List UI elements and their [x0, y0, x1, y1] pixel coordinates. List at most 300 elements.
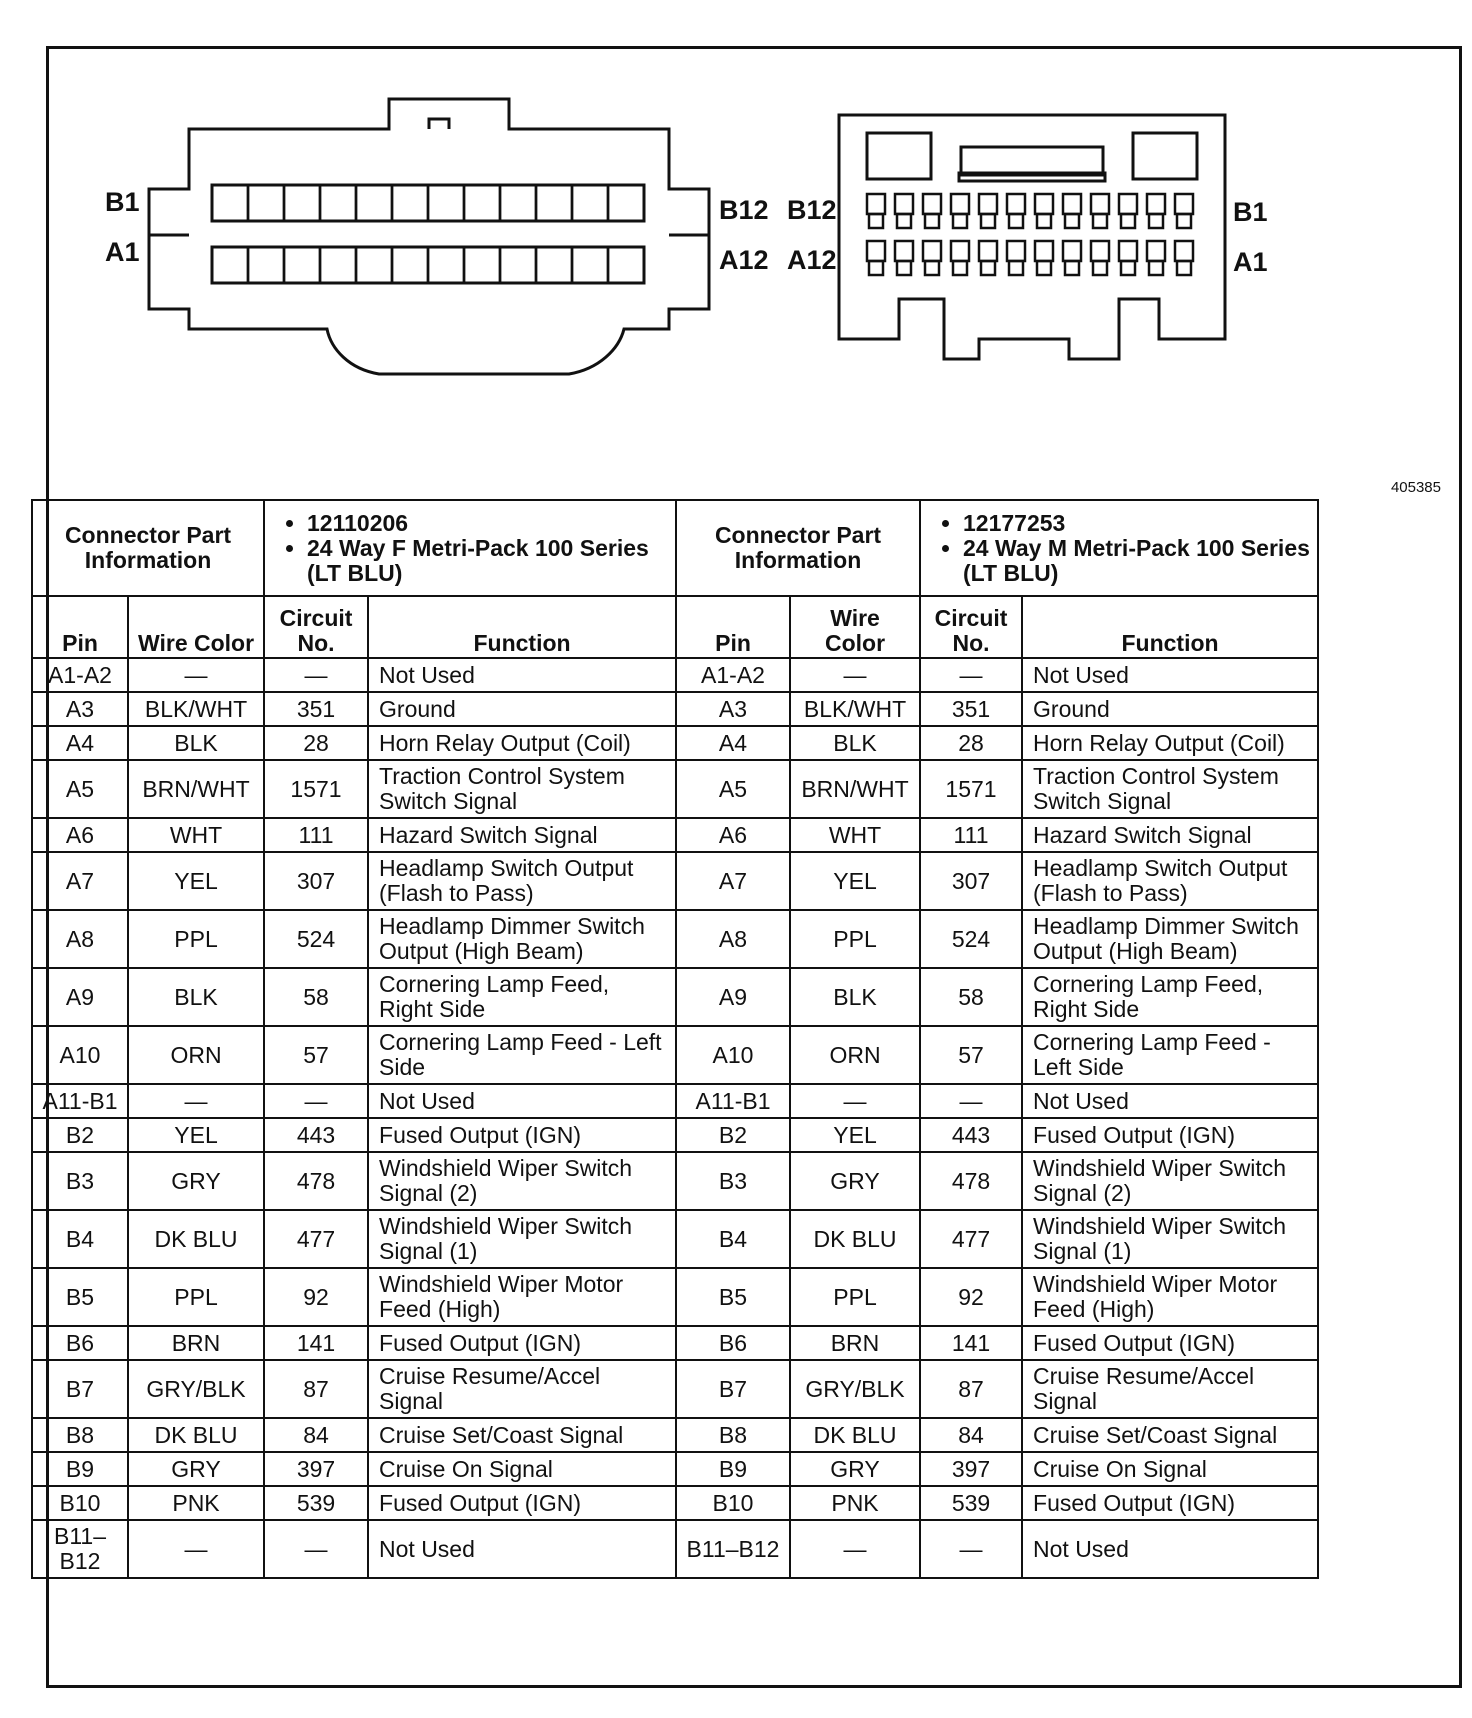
- table-row: [32, 1026, 676, 1084]
- function-cell: Cruise On Signal: [368, 1452, 676, 1486]
- wire-color-cell: BRN: [128, 1326, 264, 1360]
- pin-terminal: [1175, 241, 1193, 261]
- col-header-circuit: Circuit No.: [264, 596, 368, 658]
- pin-terminal: [1063, 194, 1081, 214]
- cavity: [572, 247, 608, 283]
- function-cell: Windshield Wiper Motor Feed (High): [1022, 1268, 1318, 1326]
- part-description: • 24 Way F Metri-Pack 100 Series (LT BLU): [307, 536, 669, 586]
- pin-cell: B6: [32, 1326, 128, 1360]
- cavity: [428, 185, 464, 221]
- pin-cell: B10: [32, 1486, 128, 1520]
- function-cell: Not Used: [1022, 1520, 1318, 1578]
- pin-base: [869, 214, 883, 228]
- circuit-cell: 57: [920, 1026, 1022, 1084]
- pin-cell: A10: [676, 1026, 790, 1084]
- right-label-a1: A1: [1233, 247, 1268, 277]
- pin-cell: B2: [32, 1118, 128, 1152]
- pin-terminal: [923, 241, 941, 261]
- function-cell: Cornering Lamp Feed, Right Side: [368, 968, 676, 1026]
- function-cell: Cornering Lamp Feed - Left Side: [368, 1026, 676, 1084]
- cavity: [320, 185, 356, 221]
- wire-color-cell: —: [790, 658, 920, 692]
- pin-cell: A4: [676, 726, 790, 760]
- function-cell: Cornering Lamp Feed - Left Side: [1022, 1026, 1318, 1084]
- table-row: [676, 852, 1318, 910]
- pin-terminal: [1119, 194, 1137, 214]
- pin-base: [1009, 214, 1023, 228]
- pin-cell: A7: [32, 852, 128, 910]
- left-label-a12: A12: [719, 245, 769, 275]
- function-cell: Not Used: [368, 1084, 676, 1118]
- function-cell: Windshield Wiper Switch Signal (2): [1022, 1152, 1318, 1210]
- pin-terminal: [1091, 194, 1109, 214]
- circuit-cell: 87: [920, 1360, 1022, 1418]
- circuit-cell: 92: [264, 1268, 368, 1326]
- left-label-a1: A1: [105, 237, 140, 267]
- pin-cell: A3: [676, 692, 790, 726]
- right-connector-outline: [839, 115, 1225, 359]
- col-header-function: Function: [368, 596, 676, 658]
- circuit-cell: 111: [264, 818, 368, 852]
- circuit-cell: 87: [264, 1360, 368, 1418]
- cavity: [392, 247, 428, 283]
- cavity: [356, 185, 392, 221]
- circuit-cell: 141: [264, 1326, 368, 1360]
- circuit-cell: 307: [920, 852, 1022, 910]
- function-cell: Not Used: [368, 658, 676, 692]
- table-row: [676, 1152, 1318, 1210]
- table-row: [32, 1418, 676, 1452]
- table-row: [32, 1210, 676, 1268]
- function-cell: Cruise Set/Coast Signal: [1022, 1418, 1318, 1452]
- pin-cell: B9: [32, 1452, 128, 1486]
- function-cell: Headlamp Dimmer Switch Output (High Beam): [1022, 910, 1318, 968]
- table-row: [676, 818, 1318, 852]
- cavity: [536, 247, 572, 283]
- right-label-b12: B12: [787, 195, 837, 225]
- wire-color-cell: BLK/WHT: [790, 692, 920, 726]
- wire-color-cell: PNK: [790, 1486, 920, 1520]
- wire-color-cell: —: [128, 1520, 264, 1578]
- connector-table-male: [675, 499, 1319, 1579]
- function-cell: Horn Relay Output (Coil): [1022, 726, 1318, 760]
- pin-cell: A11-B1: [676, 1084, 790, 1118]
- circuit-cell: —: [920, 658, 1022, 692]
- pin-terminal: [923, 194, 941, 214]
- cavity: [572, 185, 608, 221]
- wire-color-cell: PPL: [790, 910, 920, 968]
- table-row: [32, 852, 676, 910]
- table-row: [32, 1326, 676, 1360]
- pin-terminal: [1147, 241, 1165, 261]
- pinout-tables: [31, 499, 1441, 1689]
- wire-color-cell: BRN/WHT: [128, 760, 264, 818]
- cavity: [500, 247, 536, 283]
- part-info-details: [920, 500, 1318, 596]
- pin-base: [1037, 214, 1051, 228]
- pin-cell: B8: [676, 1418, 790, 1452]
- cavity: [212, 185, 248, 221]
- pin-cell: B11–B12: [32, 1520, 128, 1578]
- cavity: [464, 185, 500, 221]
- pin-cell: B2: [676, 1118, 790, 1152]
- pin-base: [981, 214, 995, 228]
- pin-cell: A11-B1: [32, 1084, 128, 1118]
- pin-cell: B9: [676, 1452, 790, 1486]
- wire-color-cell: BLK: [790, 726, 920, 760]
- part-info-label: Connector Part Information: [676, 500, 920, 596]
- function-cell: Not Used: [1022, 1084, 1318, 1118]
- pin-terminal: [1091, 241, 1109, 261]
- pin-cell: A5: [676, 760, 790, 818]
- col-header-circuit: Circuit No.: [920, 596, 1022, 658]
- function-cell: Cruise Set/Coast Signal: [368, 1418, 676, 1452]
- table-row: [32, 1520, 676, 1578]
- pin-terminal: [1063, 241, 1081, 261]
- function-cell: Headlamp Switch Output (Flash to Pass): [1022, 852, 1318, 910]
- wire-color-cell: GRY/BLK: [790, 1360, 920, 1418]
- circuit-cell: 58: [920, 968, 1022, 1026]
- pin-cell: B7: [32, 1360, 128, 1418]
- pin-cell: A5: [32, 760, 128, 818]
- pin-cell: B5: [676, 1268, 790, 1326]
- circuit-cell: —: [264, 1084, 368, 1118]
- wire-color-cell: —: [790, 1084, 920, 1118]
- function-cell: Cruise Resume/Accel Signal: [368, 1360, 676, 1418]
- table-row: [32, 726, 676, 760]
- left-label-b12: B12: [719, 195, 769, 225]
- pin-base: [1121, 214, 1135, 228]
- table-row: [32, 1452, 676, 1486]
- function-cell: Hazard Switch Signal: [1022, 818, 1318, 852]
- circuit-cell: 307: [264, 852, 368, 910]
- wire-color-cell: GRY: [790, 1152, 920, 1210]
- table-row: [676, 1084, 1318, 1118]
- pin-base: [925, 261, 939, 275]
- circuit-cell: 478: [264, 1152, 368, 1210]
- circuit-cell: 58: [264, 968, 368, 1026]
- wire-color-cell: PNK: [128, 1486, 264, 1520]
- left-label-b1: B1: [105, 187, 140, 217]
- circuit-cell: 57: [264, 1026, 368, 1084]
- pin-terminal: [867, 241, 885, 261]
- pin-base: [897, 261, 911, 275]
- pin-base: [1065, 214, 1079, 228]
- function-cell: Traction Control System Switch Signal: [1022, 760, 1318, 818]
- circuit-cell: 478: [920, 1152, 1022, 1210]
- pin-base: [1009, 261, 1023, 275]
- table-row: [32, 1152, 676, 1210]
- cavity: [428, 247, 464, 283]
- wire-color-cell: —: [790, 1520, 920, 1578]
- wire-color-cell: YEL: [790, 1118, 920, 1152]
- wire-color-cell: PPL: [128, 1268, 264, 1326]
- circuit-cell: 477: [264, 1210, 368, 1268]
- figure-id: 405385: [1390, 479, 1441, 496]
- wire-color-cell: BLK: [128, 968, 264, 1026]
- pin-cell: B6: [676, 1326, 790, 1360]
- document-frame: [42, 46, 1462, 1688]
- wire-color-cell: GRY: [790, 1452, 920, 1486]
- pin-terminal: [1147, 194, 1165, 214]
- part-info-details: [264, 500, 676, 596]
- wire-color-cell: PPL: [790, 1268, 920, 1326]
- connector-table-female: [31, 499, 677, 1579]
- cavity: [608, 247, 644, 283]
- col-header-wire-color: Wire Color: [790, 596, 920, 658]
- function-cell: Fused Output (IGN): [1022, 1326, 1318, 1360]
- cavity: [248, 185, 284, 221]
- table-row: [676, 1360, 1318, 1418]
- wire-color-cell: ORN: [128, 1026, 264, 1084]
- wire-color-cell: YEL: [128, 852, 264, 910]
- function-cell: Horn Relay Output (Coil): [368, 726, 676, 760]
- pin-base: [1037, 261, 1051, 275]
- pin-base: [869, 261, 883, 275]
- table-row: [676, 1326, 1318, 1360]
- pin-cell: B4: [676, 1210, 790, 1268]
- function-cell: Fused Output (IGN): [1022, 1486, 1318, 1520]
- pin-cell: A3: [32, 692, 128, 726]
- circuit-cell: 539: [264, 1486, 368, 1520]
- pin-cell: B3: [32, 1152, 128, 1210]
- right-connector-pins: [867, 194, 1193, 275]
- pin-cell: A9: [676, 968, 790, 1026]
- pin-cell: A8: [676, 910, 790, 968]
- table-row: [32, 1084, 676, 1118]
- table-row: [32, 1268, 676, 1326]
- circuit-cell: 28: [920, 726, 1022, 760]
- circuit-cell: 351: [264, 692, 368, 726]
- table-row: [32, 818, 676, 852]
- pin-base: [1149, 261, 1163, 275]
- circuit-cell: 397: [920, 1452, 1022, 1486]
- wire-color-cell: BLK/WHT: [128, 692, 264, 726]
- part-number: • 12110206: [307, 511, 669, 536]
- wire-color-cell: BRN/WHT: [790, 760, 920, 818]
- table-row: [676, 1026, 1318, 1084]
- pin-base: [953, 261, 967, 275]
- pin-terminal: [951, 241, 969, 261]
- pin-terminal: [1007, 194, 1025, 214]
- function-cell: Headlamp Dimmer Switch Output (High Beam): [368, 910, 676, 968]
- circuit-cell: 477: [920, 1210, 1022, 1268]
- wire-color-cell: WHT: [128, 818, 264, 852]
- circuit-cell: 539: [920, 1486, 1022, 1520]
- pin-terminal: [867, 194, 885, 214]
- table-row: [676, 1520, 1318, 1578]
- table-row: [32, 658, 676, 692]
- circuit-cell: 443: [264, 1118, 368, 1152]
- wire-color-cell: BLK: [128, 726, 264, 760]
- circuit-cell: 443: [920, 1118, 1022, 1152]
- pin-terminal: [1175, 194, 1193, 214]
- circuit-cell: —: [920, 1084, 1022, 1118]
- pin-cell: A6: [32, 818, 128, 852]
- function-cell: Windshield Wiper Switch Signal (1): [1022, 1210, 1318, 1268]
- cavity: [320, 247, 356, 283]
- table-row: [32, 692, 676, 726]
- circuit-cell: 84: [920, 1418, 1022, 1452]
- pin-terminal: [1035, 241, 1053, 261]
- col-header-wire-color: Wire Color: [128, 596, 264, 658]
- pin-terminal: [1119, 241, 1137, 261]
- function-cell: Windshield Wiper Switch Signal (2): [368, 1152, 676, 1210]
- circuit-cell: 141: [920, 1326, 1022, 1360]
- table-row: [676, 1118, 1318, 1152]
- pin-terminal: [979, 241, 997, 261]
- wire-color-cell: DK BLU: [790, 1210, 920, 1268]
- pin-cell: B7: [676, 1360, 790, 1418]
- cavity: [284, 247, 320, 283]
- function-cell: Cornering Lamp Feed, Right Side: [1022, 968, 1318, 1026]
- circuit-cell: 92: [920, 1268, 1022, 1326]
- pin-base: [1093, 214, 1107, 228]
- left-connector-outline: [149, 99, 709, 374]
- col-header-pin: Pin: [676, 596, 790, 658]
- pin-base: [1149, 214, 1163, 228]
- left-connector-cavities: [212, 185, 644, 283]
- function-cell: Traction Control System Switch Signal: [368, 760, 676, 818]
- cavity: [392, 185, 428, 221]
- pin-terminal: [895, 241, 913, 261]
- function-cell: Ground: [368, 692, 676, 726]
- function-cell: Windshield Wiper Motor Feed (High): [368, 1268, 676, 1326]
- circuit-cell: 1571: [264, 760, 368, 818]
- table-row: [32, 968, 676, 1026]
- circuit-cell: 351: [920, 692, 1022, 726]
- pin-base: [1121, 261, 1135, 275]
- circuit-cell: —: [264, 1520, 368, 1578]
- wire-color-cell: DK BLU: [128, 1210, 264, 1268]
- right-label-b1: B1: [1233, 197, 1268, 227]
- table-row: [676, 910, 1318, 968]
- cavity: [356, 247, 392, 283]
- circuit-cell: —: [264, 658, 368, 692]
- function-cell: Fused Output (IGN): [1022, 1118, 1318, 1152]
- wire-color-cell: GRY: [128, 1152, 264, 1210]
- pin-terminal: [1007, 241, 1025, 261]
- pin-cell: A7: [676, 852, 790, 910]
- table-row: [676, 1486, 1318, 1520]
- cavity: [212, 247, 248, 283]
- cavity: [608, 185, 644, 221]
- function-cell: Windshield Wiper Switch Signal (1): [368, 1210, 676, 1268]
- table-row: [676, 1210, 1318, 1268]
- wire-color-cell: BRN: [790, 1326, 920, 1360]
- circuit-cell: 524: [920, 910, 1022, 968]
- table-row: [32, 1118, 676, 1152]
- pin-cell: A6: [676, 818, 790, 852]
- part-description: • 24 Way M Metri-Pack 100 Series (LT BLU): [963, 536, 1311, 586]
- col-header-function: Function: [1022, 596, 1318, 658]
- pin-cell: B11–B12: [676, 1520, 790, 1578]
- pin-terminal: [1035, 194, 1053, 214]
- table-row: [676, 968, 1318, 1026]
- function-cell: Fused Output (IGN): [368, 1326, 676, 1360]
- table-row: [32, 1360, 676, 1418]
- cavity: [248, 247, 284, 283]
- function-cell: Cruise Resume/Accel Signal: [1022, 1360, 1318, 1418]
- wire-color-cell: —: [128, 658, 264, 692]
- pin-terminal: [951, 194, 969, 214]
- circuit-cell: 111: [920, 818, 1022, 852]
- table-row: [676, 658, 1318, 692]
- table-row: [32, 910, 676, 968]
- table-row: [676, 692, 1318, 726]
- circuit-cell: 397: [264, 1452, 368, 1486]
- table-row: [32, 760, 676, 818]
- wire-color-cell: ORN: [790, 1026, 920, 1084]
- table-row: [676, 1268, 1318, 1326]
- pin-cell: A10: [32, 1026, 128, 1084]
- function-cell: Fused Output (IGN): [368, 1118, 676, 1152]
- wire-color-cell: BLK: [790, 968, 920, 1026]
- pin-cell: B10: [676, 1486, 790, 1520]
- function-cell: Ground: [1022, 692, 1318, 726]
- table-row: [676, 726, 1318, 760]
- pin-terminal: [895, 194, 913, 214]
- pin-base: [897, 214, 911, 228]
- wire-color-cell: DK BLU: [128, 1418, 264, 1452]
- circuit-cell: 84: [264, 1418, 368, 1452]
- function-cell: Not Used: [1022, 658, 1318, 692]
- wire-color-cell: GRY/BLK: [128, 1360, 264, 1418]
- right-label-a12: A12: [787, 245, 837, 275]
- function-cell: Not Used: [368, 1520, 676, 1578]
- wire-color-cell: WHT: [790, 818, 920, 852]
- pin-cell: A9: [32, 968, 128, 1026]
- col-header-pin: Pin: [32, 596, 128, 658]
- wire-color-cell: PPL: [128, 910, 264, 968]
- table-row: [32, 1486, 676, 1520]
- pin-base: [925, 214, 939, 228]
- function-cell: Headlamp Switch Output (Flash to Pass): [368, 852, 676, 910]
- pin-terminal: [979, 194, 997, 214]
- pin-cell: A1-A2: [676, 658, 790, 692]
- cavity: [284, 185, 320, 221]
- pin-cell: A1-A2: [32, 658, 128, 692]
- function-cell: Hazard Switch Signal: [368, 818, 676, 852]
- pin-cell: B5: [32, 1268, 128, 1326]
- circuit-cell: 1571: [920, 760, 1022, 818]
- wire-color-cell: DK BLU: [790, 1418, 920, 1452]
- pin-base: [953, 214, 967, 228]
- cavity: [536, 185, 572, 221]
- pin-base: [1177, 261, 1191, 275]
- table-row: [676, 760, 1318, 818]
- circuit-cell: 524: [264, 910, 368, 968]
- pin-cell: B4: [32, 1210, 128, 1268]
- pin-cell: A8: [32, 910, 128, 968]
- wire-color-cell: GRY: [128, 1452, 264, 1486]
- connector-diagram: [49, 49, 1459, 497]
- circuit-cell: —: [920, 1520, 1022, 1578]
- function-cell: Cruise On Signal: [1022, 1452, 1318, 1486]
- cavity: [500, 185, 536, 221]
- wire-color-cell: —: [128, 1084, 264, 1118]
- pin-base: [1093, 261, 1107, 275]
- part-number: • 12177253: [963, 511, 1311, 536]
- pin-cell: B8: [32, 1418, 128, 1452]
- pin-base: [1177, 214, 1191, 228]
- table-row: [676, 1418, 1318, 1452]
- table-row: [676, 1452, 1318, 1486]
- wire-color-cell: YEL: [128, 1118, 264, 1152]
- cavity: [464, 247, 500, 283]
- function-cell: Fused Output (IGN): [368, 1486, 676, 1520]
- circuit-cell: 28: [264, 726, 368, 760]
